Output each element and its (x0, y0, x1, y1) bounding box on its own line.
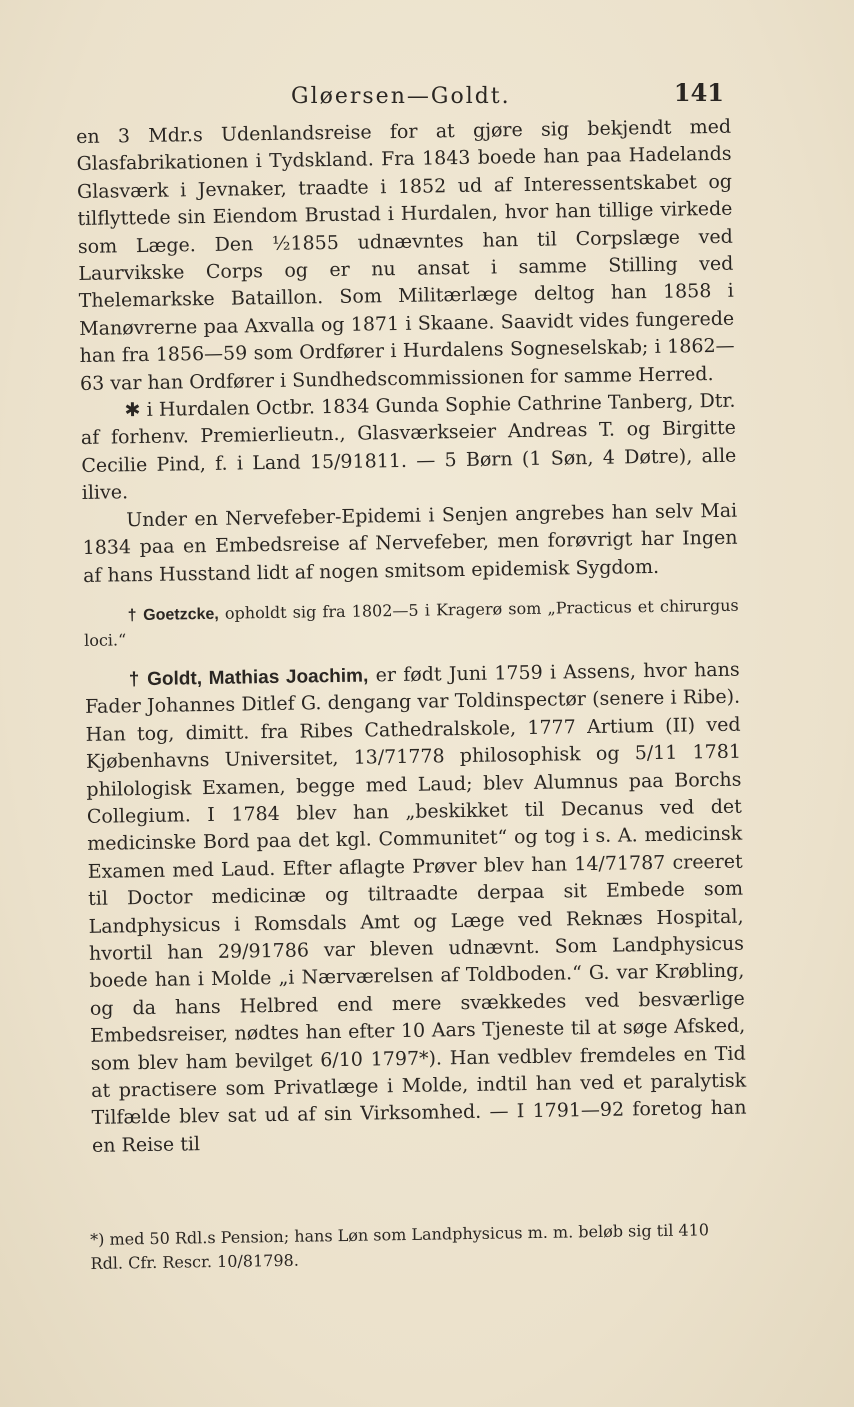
page-number: 141 (673, 78, 724, 107)
footnote (90, 1218, 731, 1276)
paragraph-continuation: en 3 Mdr.s Udenlandsreise for at gjøre sig bekjendt med Glasfabrikationen i Tydskland. Fra 1843 boede han paa Hadelands Glasværk i Jevnaker, traadte i 1852 ud af Interessentskabet og tilflyttede sin Eiendom Brustad i Hurdalen, hvor han tillige virkede som Læge. Den ½1855 udnævntes han til Corpslæge ved Laurvikske Corps og er nu ansat i samme Stilling ved Thelemarkske Bataillon. Som Militærlæge deltog han 1858 i Manøvrerne paa Axvalla og 1871 i Skaane. Saavidt vides fungerede han fra 1856—59 som Ordfører i Hurdalens Sogneselskab; i 1862—63 var han Ordfører i Sundhedscommissionen for samme Herred. (76, 115, 735, 395)
paragraph-marriage: ✱ i Hurdalen Octbr. 1834 Gunda Sophie Cathrine Tanberg, Dtr. af forhenv. Premierlieutn., Glasværkseier Andreas T. og Birgitte Cecilie Pind, f. i Land 15/91811. — 5 Børn (1 Søn, 4 Døtre), alle ilive. (80, 389, 737, 505)
body-text (76, 114, 747, 1160)
entry-goldt (85, 657, 748, 1161)
paragraph-epidemic: Under en Nervefeber-Epidemi i Senjen angrebes han selv Mai 1834 paa en Embedsreise af Nervefeber, men forøvrigt har Ingen af hans Husstand lidt af nogen smitsom epidemisk Sygdom. (82, 499, 738, 587)
entry-goetzcke-text: opholdt sig fra 1802—5 i Kragerø som „Practicus et chirurgus loci.“ (83, 595, 739, 650)
entry-goldt-head: † Goldt, Mathias Joachim, (128, 665, 369, 691)
footnote-text: *) med 50 Rdl.s Pension; hans Løn som Landphysicus m. m. beløb sig til 410 Rdl. Cfr. Rescr. 10/81798. (90, 1220, 710, 1273)
running-title: Gløersen—Goldt. (291, 84, 511, 109)
entry-goetzcke-head: † Goetzcke, (127, 605, 219, 625)
page-header (76, 78, 726, 118)
entry-goldt-text: er født Juni 1759 i Assens, hvor hans Fader Johannes Ditlef G. dengang var Toldinspectør (senere i Ribe). Han tog, dimitt. fra Ribes Cathedralskole, 1777 Artium (II) ved Kjøbenhavns Universitet, 13/71778 philosophisk og 5/11 1781 philologisk Examen, begge med Laud; blev Alumnus paa Borchs Collegium. I 1784 blev han „beskikket til Decanus ved det medicinske Bord paa det kgl. Communitet“ og tog i s. A. medicinsk Examen med Laud. Efter aflagte Prøver blev han 14/71787 creeret til Doctor medicinæ og tiltraadte derpaa sit Embede som Landphysicus i Romsdals Amt og Læge ved Reknæs Hospital, hvortil han 29/91786 var bleven udnævnt. Som Landphysicus boede han i Molde „i Nærværelsen af Toldboden.“ G. var Krøbling, og da hans Helbred end mere svækkedes ved besværlige Embedsreiser, nødtes han efter 10 Aars Tjeneste til at søge Afsked, som blev ham bevilget 6/10 1797*). Han vedblev fremdeles en Tid at practisere som Privatlæge i Molde, indtil han ved et paralytisk Tilfælde blev sat ud af sin Virksomhed. — I 1791—92 foretog han en Reise til (84, 658, 747, 1157)
